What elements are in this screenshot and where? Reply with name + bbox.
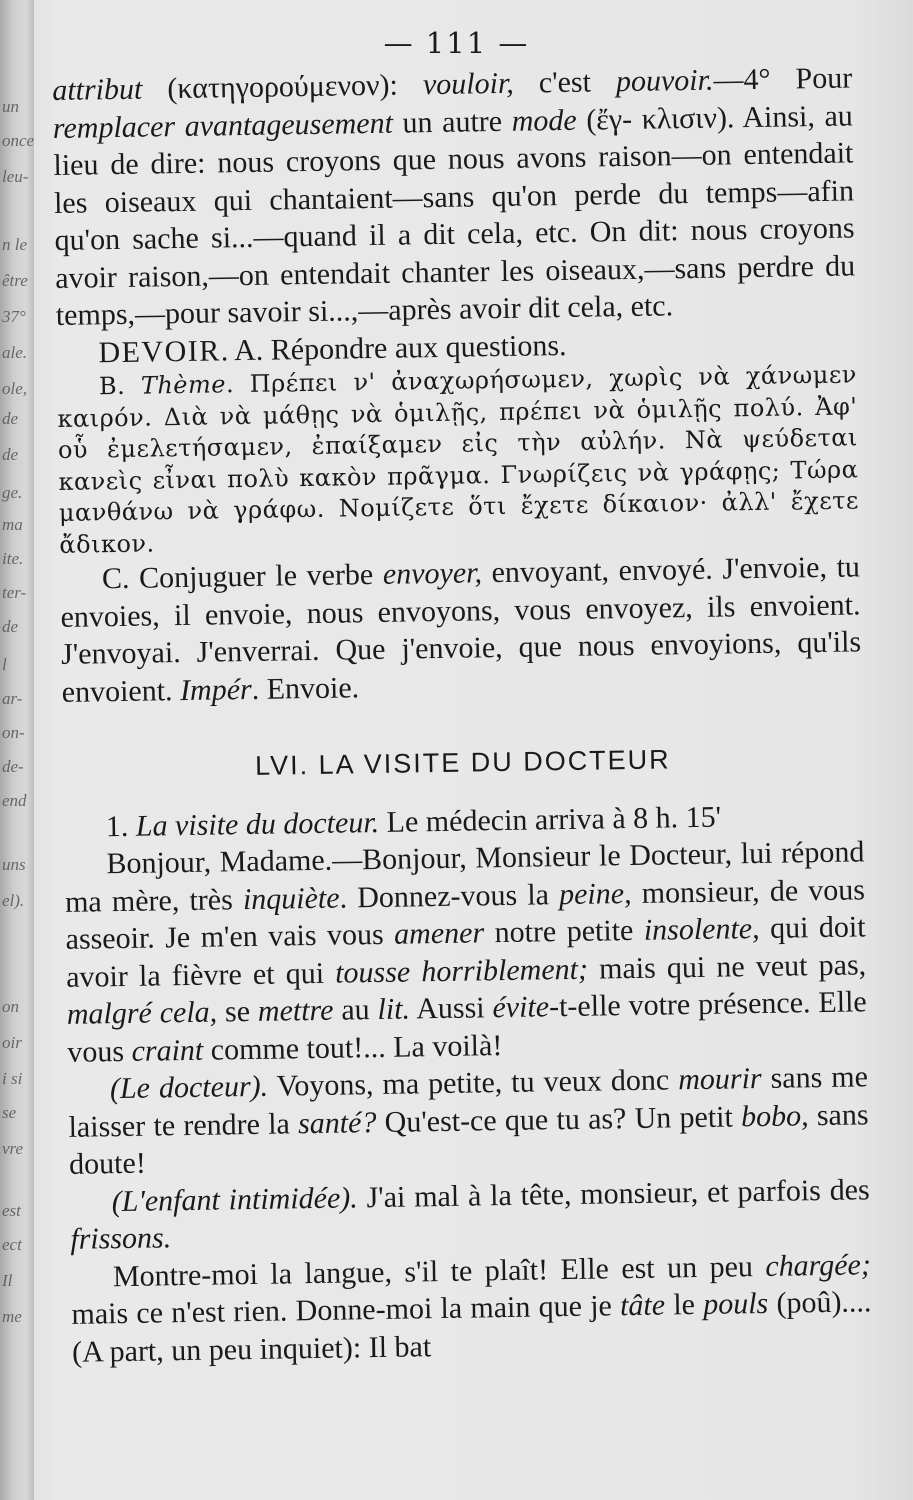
text-italic: insolente, <box>643 911 760 947</box>
text-italic: attribut <box>52 72 143 107</box>
margin-fragment: ale. <box>2 343 28 362</box>
margin-fragment: ite. <box>2 549 24 568</box>
text-run: J'ai mal à la tête, monsieur, et parfois des <box>357 1172 870 1214</box>
text-run: (κατηγορούμενον): <box>142 68 424 106</box>
margin-fragment: me <box>2 1307 22 1326</box>
text-run: sans me laisser te rendre la <box>68 1060 869 1144</box>
story-paragraph <box>71 1246 873 1371</box>
margin-fragment: 37° <box>2 307 26 326</box>
text-italic: évite <box>492 990 550 1025</box>
text-run: (ἔγ- <box>576 102 633 137</box>
text-run: notre petite <box>483 913 645 950</box>
text-italic: mourir <box>677 1061 762 1097</box>
text-run: mais ce n'est rien. Donne-moi la main que je <box>71 1289 621 1331</box>
page-text <box>52 59 872 1370</box>
margin-fragment: el). <box>2 891 25 910</box>
text-italic: (L'enfant intimidée). <box>111 1180 359 1218</box>
text-run: Le médecin arriva à 8 h. 15' <box>378 800 722 839</box>
text-run: Voyons, ma petite, tu veux donc <box>267 1063 679 1103</box>
margin-fragment: once <box>2 131 35 150</box>
margin-fragment: n le <box>2 235 28 254</box>
section-title: LVI. LA VISITE DU DOCTEUR <box>254 744 671 781</box>
text-italic: mettre <box>257 993 334 1028</box>
margin-fragment: de <box>2 445 19 464</box>
text-italic: mode <box>511 103 577 138</box>
margin-fragment: uns <box>2 855 26 874</box>
margin-fragment: ole, <box>2 379 28 398</box>
devoir-b <box>57 359 860 561</box>
text-italic: pouvoir. <box>615 63 714 99</box>
text-italic: chargée; <box>765 1247 872 1283</box>
text-run: κλισιν). Ainsi, au lieu de dire: nous croyons que nous avons raison—on entendait les oiseaux qui chantaient—sans qu'on perde du temps—afin qu'on sache si...—quand il a dit cela, etc. On dit: nous croyons avoir raison,—on entendait chanter les oiseaux,—sans perdre du temps,—pour savoir si...,—après avoir dit cela, etc. <box>53 98 856 332</box>
page-number: — 111 — <box>383 26 530 60</box>
text-run: —4° <box>713 62 771 97</box>
text-italic: craint <box>131 1033 204 1068</box>
devoir-label: DEVOIR <box>98 333 221 369</box>
text-run: . Donnez-vous la <box>339 877 560 915</box>
text-run: envoyant, envoyé. J'envoie, tu envoies, il envoie, nous envoyons, vous envoyez, ils envoient. J'envoyai. J'enverrai. Que j'envoie, que nous envoyions, qu'ils envoient. <box>60 550 862 709</box>
text-italic: peine, <box>558 876 632 911</box>
margin-fragment: ge. <box>2 483 23 502</box>
margin-fragment: se <box>2 1103 17 1122</box>
story-paragraph <box>69 1171 870 1259</box>
margin-fragment: Il <box>2 1271 13 1290</box>
margin-fragment: on- <box>2 723 25 742</box>
margin-fragment: de- <box>2 757 24 776</box>
margin-fragment: leu- <box>2 167 29 186</box>
text-run: . Envoie. <box>251 670 360 706</box>
text-run: qui doit avoir la fièvre et qui <box>65 910 866 994</box>
text-run: mais qui ne veut pas, <box>587 947 867 986</box>
margin-fragment: i si <box>2 1069 23 1088</box>
margin-fragment: end <box>2 791 27 810</box>
devoir-c <box>60 548 862 711</box>
text-italic: vouloir, <box>422 66 515 102</box>
text-line <box>52 59 856 334</box>
text-run: Montre-moi la langue, s'il te plaît! Elle est un peu <box>112 1249 766 1293</box>
margin-fragment: ect <box>2 1235 22 1254</box>
story-paragraph <box>68 1058 870 1183</box>
text-italic: Impér <box>179 672 252 707</box>
text-italic: amener <box>393 916 485 951</box>
text-run: -t-elle votre présence. Elle vous <box>67 985 867 1069</box>
text-run: comme tout!... La voilà! <box>202 1028 503 1067</box>
text-run: se <box>216 994 259 1029</box>
text-italic: bobo, <box>740 1098 809 1133</box>
margin-fragment: ma <box>2 515 23 534</box>
text-italic: La visite du docteur. <box>135 805 380 843</box>
text-italic: pouls <box>702 1286 769 1321</box>
margin-fragment: un <box>2 97 19 116</box>
text-italic: frissons. <box>70 1221 172 1256</box>
text-run: sans doute! <box>68 1097 869 1181</box>
text-run: c'est <box>513 65 617 100</box>
text-italic: (Le docteur). <box>109 1069 269 1106</box>
text-italic: Thème <box>140 370 227 400</box>
text-italic: envoyer, <box>382 556 483 591</box>
margin-fragment: vre <box>2 1139 24 1158</box>
margin-fragment: on <box>2 997 19 1016</box>
text-italic: tâte <box>619 1288 666 1323</box>
text-run: 1. <box>105 809 137 843</box>
text-run: au <box>333 993 378 1027</box>
text-italic: lit. <box>377 992 411 1027</box>
margin-fragment: ar- <box>2 689 23 708</box>
margin-fragment: être <box>2 271 28 290</box>
text-run: Aussi <box>409 991 493 1026</box>
margin-fragment: l <box>2 655 7 674</box>
text-run: C. Conjuguer le verbe <box>101 557 384 596</box>
margin-fragment: est <box>2 1201 21 1220</box>
text-run: monsieur, de vous asseoir. Je m'en vais vous <box>65 872 866 956</box>
margin-fragment: ter- <box>2 583 27 602</box>
text-italic: santé? <box>297 1105 377 1140</box>
text-run: B. <box>98 371 142 401</box>
text-run: . A. Répondre aux questions. <box>220 328 567 367</box>
text-italic: malgré cela, <box>66 995 218 1031</box>
text-run: Qu'est-ce que tu as? Un petit <box>376 1099 742 1139</box>
margin-fragment: de <box>2 409 19 428</box>
text-run: le <box>664 1287 704 1322</box>
text-run: Bonjour, Madame.—Bonjour, Monsieur le Docteur, lui répond ma mère, très <box>64 835 865 919</box>
text-run: Pour <box>795 61 853 96</box>
text-italic: tousse horriblement; <box>334 952 589 990</box>
text-italic: remplacer avantageusement <box>52 106 394 145</box>
story-paragraph <box>64 833 867 1071</box>
greek-text: . Πρέπει ν' ἀναχωρήσωμεν, χωρὶς νὰ χάνωμεν καιρόν. Διὰ νὰ μάθῃς νὰ ὁμιλῇς, πρέπει νὰ ὁμιλῇς πολύ. Ἀφ' οὗ ἐμελετήσαμεν, ἐπαίξαμεν εἰς τὴν αὐλήν. Νὰ ψεύδεται κανεὶς εἶναι πολὺ κακὸν πρᾶγμα. Γνωρίζεις νὰ γράφῃς; Τώρα μανθάνω νὰ γράφω. Νομίζετε ὅτι ἔχετε δίκαιον· ἀλλ' ἔχετε ἄδικον. <box>57 360 860 559</box>
text-run: un autre <box>392 104 512 140</box>
margin-fragment: de <box>2 617 19 636</box>
text-italic: inquiète <box>242 881 340 916</box>
margin-fragment: oir <box>2 1033 22 1052</box>
text-run: (poû).... (A part, un peu inquiet): Il bat <box>71 1285 872 1369</box>
